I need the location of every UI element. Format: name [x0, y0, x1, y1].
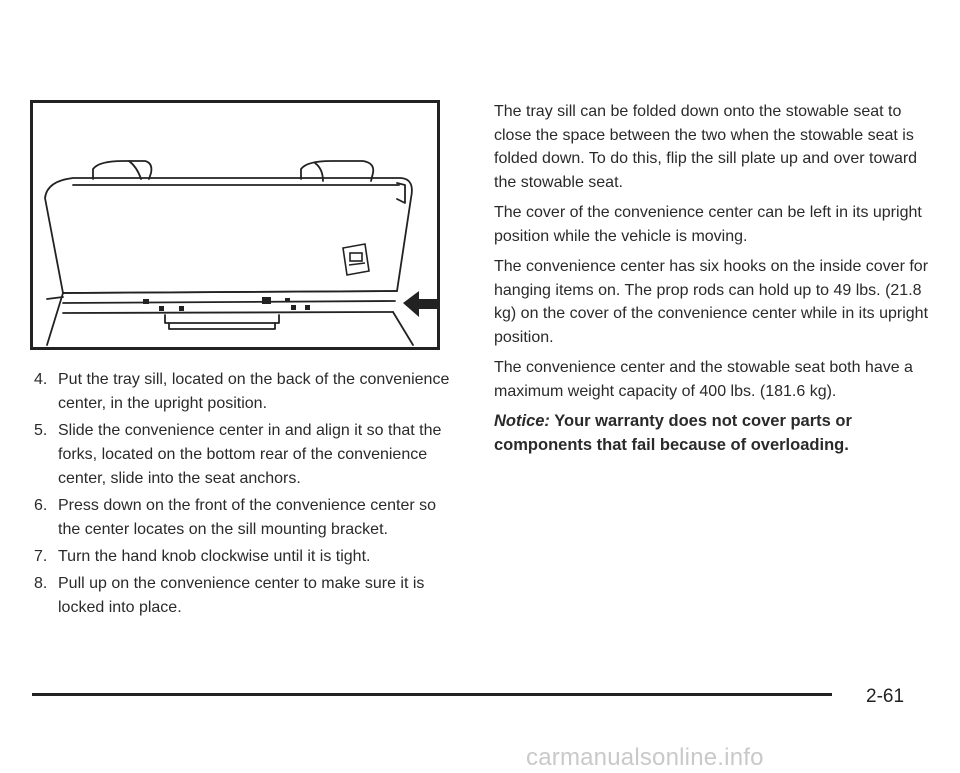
step-number: 8.	[34, 575, 48, 592]
paragraph-tray-sill: The tray sill can be folded down onto the stowable seat to close the space between the two when the stowable seat is folded down. To do this, flip the sill plate up and over toward the stowable seat.	[494, 103, 918, 191]
notice-label: Notice:	[494, 412, 550, 430]
footer-rule	[32, 693, 832, 696]
paragraph-hooks-prop-rods: The convenience center has six hooks on the inside cover for hanging items on. The prop rods can hold up to 49 lbs. (21.8 kg) on the cover of the convenience center while in its upright position.	[494, 258, 929, 346]
seat-line-drawing	[33, 103, 437, 347]
installation-steps	[34, 368, 454, 623]
step-number: 7.	[34, 548, 48, 565]
step-text: Slide the convenience center in and align it so that the forks, located on the bottom rear of the convenience center, slide into the seat anchors.	[58, 422, 442, 487]
step-text: Put the tray sill, located on the back of the convenience center, in the upright position.	[58, 371, 450, 412]
step-text: Pull up on the convenience center to make sure it is locked into place.	[58, 575, 425, 616]
notice	[494, 410, 930, 457]
step-text: Turn the hand knob clockwise until it is tight.	[58, 548, 371, 565]
step-8	[34, 572, 454, 620]
right-column	[494, 100, 930, 464]
page-number: 2-61	[866, 686, 905, 707]
step-4	[34, 368, 454, 416]
step-6	[34, 494, 454, 542]
step-text: Press down on the front of the convenience center so the center locates on the sill mounting bracket.	[58, 497, 437, 538]
stowable-seat-illustration	[30, 100, 440, 350]
step-5	[34, 419, 454, 491]
step-7	[34, 545, 454, 569]
step-number: 5.	[34, 422, 48, 439]
paragraph-weight-capacity: The convenience center and the stowable seat both have a maximum weight capacity of 400 lbs. (181.6 kg).	[494, 359, 913, 400]
notice-text: Your warranty does not cover parts or components that fail because of overloading.	[494, 412, 852, 454]
watermark: carmanualsonline.info	[526, 744, 764, 771]
step-number: 6.	[34, 497, 48, 514]
step-number: 4.	[34, 371, 48, 388]
paragraph-cover-upright: The cover of the convenience center can be left in its upright position while the vehicle is moving.	[494, 204, 922, 245]
